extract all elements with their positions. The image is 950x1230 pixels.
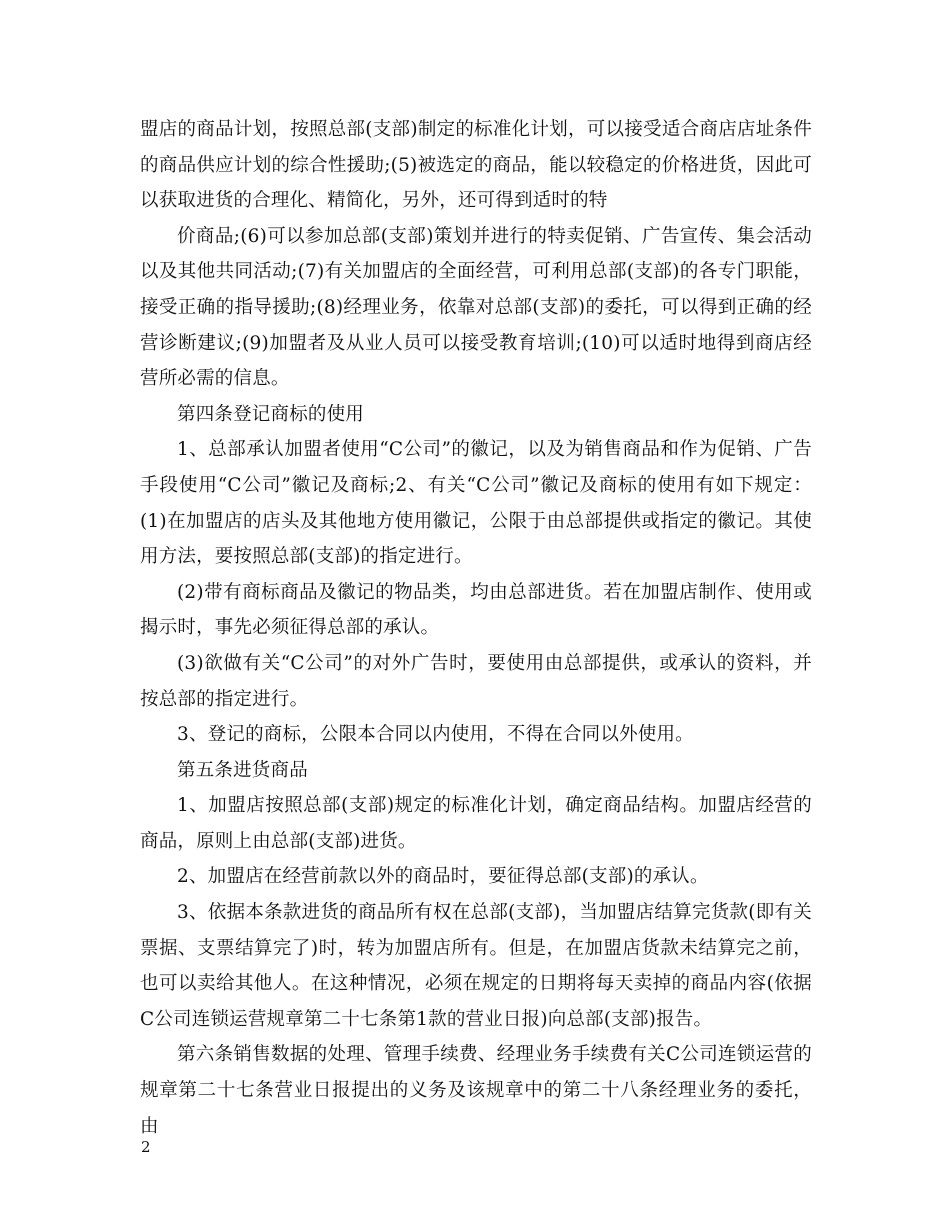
- paragraph: 第六条销售数据的处理、管理手续费、经理业务手续费有关C公司连锁运营的规章第二十七条营业日报提出的义务及该规章中的第二十八条经理业务的委托，由: [140, 1044, 812, 1137]
- paragraph: 价商品;(6)可以参加总部(支部)策划并进行的特卖促销、广告宣传、集会活动以及其他共同活动;(7)有关加盟店的全面经营，可利用总部(支部)的各专门职能，接受正确的指导援助;(8)经理业务，依靠对总部(支部)的委托，可以得到正确的经营诊断建议;(9)加盟者及从业人员可以接受教育培训;(10)可以适时地得到商店经营所必需的信息。: [140, 225, 812, 390]
- paragraph: 3、登记的商标，公限本合同以内使用，不得在合同以外使用。: [177, 724, 694, 746]
- paragraph: 3、依据本条款进货的商品所有权在总部(支部)，当加盟店结算完货款(即有关票据、支票结算完了)时，转为加盟店所有。但是，在加盟店货款未结算完之前，也可以卖给其他人。在这种情况，必须在规定的日期将每天卖掉的商品内容(依据C公司连锁运营规章第二十七条第1款的营业日报)向总部(支部)报告。: [140, 902, 812, 1030]
- paragraph: (2)带有商标商品及徽记的物品类，均由总部进货。若在加盟店制作、使用或揭示时，事先必须征得总部的承认。: [140, 581, 812, 639]
- paragraph: 2、加盟店在经营前款以外的商品时，要征得总部(支部)的承认。: [177, 866, 709, 888]
- document-page: [140, 112, 812, 1144]
- paragraph: 盟店的商品计划，按照总部(支部)制定的标准化计划，可以接受适合商店店址条件的商品供应计划的综合性援助;(5)被选定的商品，能以较稳定的价格进货，因此可以获取进货的合理化、精简化，另外，还可得到适时的特: [140, 119, 812, 212]
- section-heading: 第四条登记商标的使用: [177, 403, 365, 425]
- paragraph: (3)欲做有关“C公司”的对外广告时，要使用由总部提供，或承认的资料，并按总部的指定进行。: [140, 652, 812, 710]
- page-number: 2: [141, 1138, 151, 1156]
- section-heading: 第五条进货商品: [177, 759, 308, 781]
- paragraph: 1、总部承认加盟者使用“C公司”的徽记，以及为销售商品和作为促销、广告手段使用“C公司”徽记及商标;2、有关“C公司”徽记及商标的使用有如下规定：(1)在加盟店的店头及其他地方使用徽记，公限于由总部提供或指定的徽记。其使用方法，要按照总部(支部)的指定进行。: [140, 439, 812, 568]
- paragraph: 1、加盟店按照总部(支部)规定的标准化计划，确定商品结构。加盟店经营的商品，原则上由总部(支部)进货。: [140, 795, 812, 852]
